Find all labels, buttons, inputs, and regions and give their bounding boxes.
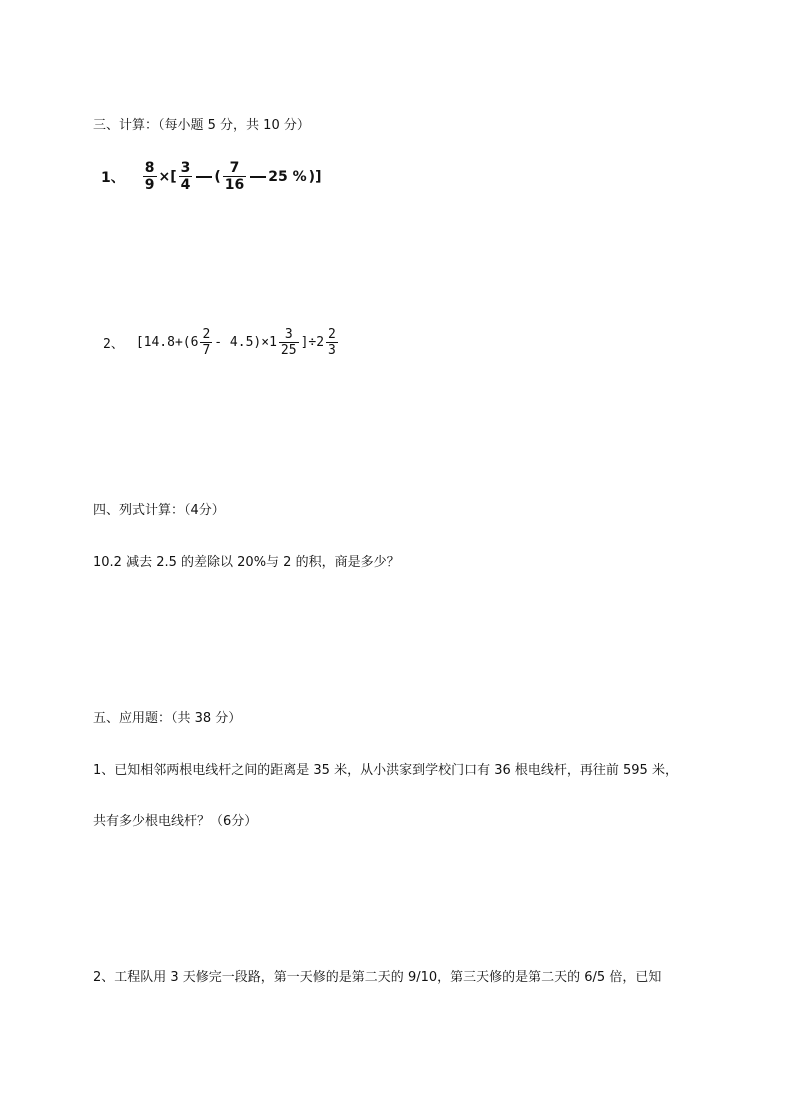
fraction-denominator: 25 [280, 343, 297, 358]
fraction-denominator: 3 [328, 343, 336, 358]
problem-1-index: 1、 [101, 169, 125, 186]
fraction-numerator: 8 [144, 160, 155, 176]
expression-part-b: - 4.5)×1 [214, 335, 277, 350]
open-bracket: [ [170, 168, 177, 185]
fraction-denominator: 9 [144, 177, 155, 193]
question-1-line-2: 共有多少根电线杆？（6分） [93, 814, 258, 829]
percent-value: 25 % [268, 168, 307, 185]
problem-1 [101, 160, 321, 193]
fraction-numerator: 2 [202, 327, 211, 342]
section3-heading: 三、计算：（每小题 5 分，共 10 分） [93, 118, 310, 133]
section4-heading: 四、列式计算：（4分） [93, 503, 225, 518]
expression-part-a: [14.8+(6 [135, 335, 199, 350]
fraction-2-7 [200, 327, 212, 358]
section5-heading: 五、应用题：（共 38 分） [93, 711, 242, 726]
expression-part-c: ]÷2 [300, 335, 325, 350]
fraction-denominator: 7 [202, 343, 211, 358]
question-2-line-1: 2、工程队用 3 天修完一段路，第一天修的是第二天的 9/10，第三天修的是第二天的 6/5 倍，已知 [93, 970, 662, 985]
fraction-8-9 [143, 160, 157, 193]
fraction-denominator: 4 [180, 177, 191, 193]
fraction-3-4 [179, 160, 193, 193]
times-sign: × [158, 168, 171, 185]
section4-question: 10.2 减去 2.5 的差除以 20%与 2 的积，商是多少？ [93, 555, 400, 570]
minus-sign [250, 176, 266, 178]
fraction-denominator: 16 [224, 177, 245, 193]
fraction-7-16 [223, 160, 246, 193]
problem-2-index: 2、 [103, 337, 124, 352]
question-1-line-1: 1、已知相邻两根电线杆之间的距离是 35 米，从小洪家到学校门口有 36 根电线杆，再往前 595 米， [93, 763, 678, 778]
close-brackets: )] [308, 168, 322, 185]
fraction-numerator: 3 [180, 160, 191, 176]
fraction-numerator: 3 [284, 327, 293, 342]
open-paren: ( [214, 168, 221, 185]
fraction-numerator: 2 [328, 327, 336, 342]
fraction-numerator: 7 [229, 160, 240, 176]
fraction-3-25 [279, 327, 299, 358]
problem-2 [103, 327, 340, 358]
minus-sign [196, 176, 212, 178]
fraction-2-3 [326, 327, 338, 358]
